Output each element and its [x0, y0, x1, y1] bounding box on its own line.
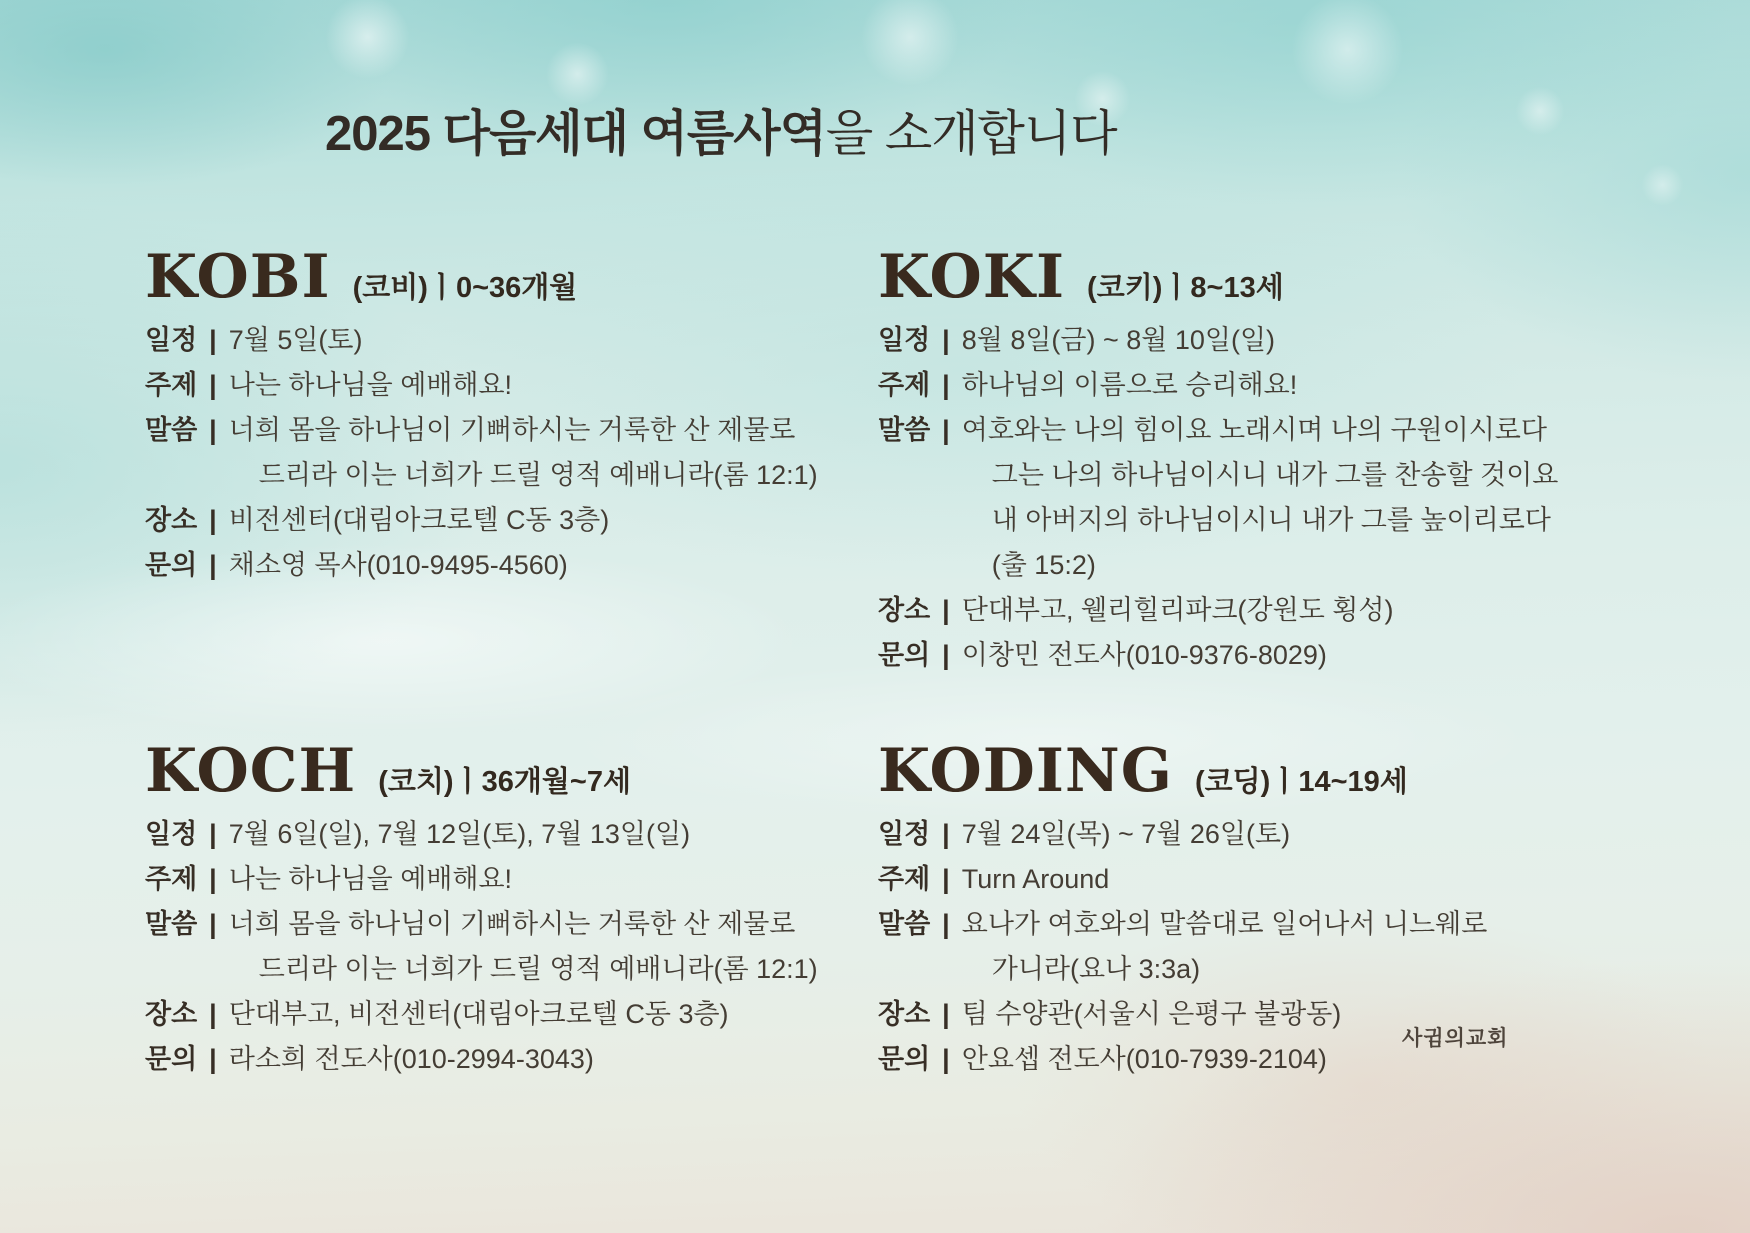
program-subtitle: (코키)ㅣ8~13세	[1087, 272, 1284, 304]
row-value-line: 단대부고, 비전센터(대림아크로텔 C동 3층)	[228, 999, 729, 1029]
row-value	[962, 363, 1598, 408]
program-details	[878, 318, 1598, 678]
row-value	[229, 543, 865, 588]
info-row	[145, 857, 865, 902]
poster-title	[325, 95, 1117, 165]
row-value-line: 7월 6일(일), 7월 12일(토), 7월 13일(일)	[228, 819, 691, 849]
row-label: 장소	[878, 595, 931, 625]
row-value-line: 나는 하나님을 예배해요!	[228, 370, 513, 400]
info-row	[145, 902, 865, 992]
row-label: 주제	[878, 370, 931, 400]
info-row	[878, 902, 1598, 992]
row-value	[229, 902, 865, 992]
row-value	[229, 363, 865, 408]
info-row	[145, 363, 865, 408]
row-label: 말씀	[145, 415, 198, 445]
row-value-line: 드리라 이는 너희가 드릴 영적 예배니라(롬 12:1)	[258, 460, 818, 490]
row-value	[962, 588, 1598, 633]
info-row	[145, 543, 865, 588]
program-details	[145, 812, 865, 1082]
title-main: 2025 다음세대 여름사역	[325, 107, 826, 161]
row-separator: |	[942, 595, 950, 625]
row-value	[962, 902, 1598, 992]
row-label: 주제	[145, 864, 198, 894]
row-value-line: 채소영 목사(010-9495-4560)	[228, 550, 568, 580]
row-label: 일정	[145, 819, 198, 849]
row-separator: |	[942, 325, 950, 355]
row-label: 말씀	[878, 909, 931, 939]
row-separator: |	[209, 505, 217, 535]
row-value-line: 이창민 전도사(010-9376-8029)	[961, 640, 1327, 670]
row-value-line: 7월 5일(토)	[228, 325, 363, 355]
row-separator: |	[209, 999, 217, 1029]
program-heading	[145, 736, 865, 806]
program-heading	[145, 242, 865, 312]
row-label: 일정	[878, 819, 931, 849]
row-value	[229, 857, 865, 902]
row-separator: |	[209, 909, 217, 939]
row-separator: |	[209, 325, 217, 355]
row-separator: |	[942, 415, 950, 445]
row-label: 일정	[878, 325, 931, 355]
row-value	[962, 857, 1598, 902]
row-label: 주제	[878, 864, 931, 894]
row-value	[229, 992, 865, 1037]
info-row	[145, 408, 865, 498]
row-label: 일정	[145, 325, 198, 355]
row-value-line: 라소희 전도사(010-2994-3043)	[228, 1044, 594, 1074]
info-row	[145, 498, 865, 543]
program-subtitle: (코딩)ㅣ14~19세	[1194, 766, 1408, 798]
row-value	[229, 408, 865, 498]
row-value-line: 단대부고, 웰리힐리파크(강원도 횡성)	[961, 595, 1394, 625]
program-heading	[878, 736, 1598, 806]
row-value-line: 8월 8일(금) ~ 8월 10일(일)	[961, 325, 1276, 355]
row-value-line: 여호와는 나의 힘이요 노래시며 나의 구원이시로다	[961, 415, 1547, 445]
row-value-line: 드리라 이는 너희가 드릴 영적 예배니라(롬 12:1)	[258, 954, 818, 984]
row-value-line: 너희 몸을 하나님이 기뻐하시는 거룩한 산 제물로	[228, 909, 796, 939]
info-row	[878, 588, 1598, 633]
row-separator: |	[209, 550, 217, 580]
info-row	[878, 318, 1598, 363]
row-value-line: 비전센터(대림아크로텔 C동 3층)	[228, 505, 610, 535]
row-value	[962, 633, 1598, 678]
program-card-koch	[145, 736, 865, 1082]
program-subtitle: (코비)ㅣ0~36개월	[352, 272, 578, 304]
row-label: 장소	[878, 999, 931, 1029]
row-separator: |	[942, 909, 950, 939]
row-value-line: 나는 하나님을 예배해요!	[228, 864, 513, 894]
row-value	[229, 498, 865, 543]
info-row	[878, 633, 1598, 678]
info-row	[878, 363, 1598, 408]
row-separator: |	[942, 819, 950, 849]
row-value-line: 가니라(요나 3:3a)	[991, 954, 1201, 984]
row-value	[962, 812, 1598, 857]
row-label: 장소	[145, 999, 198, 1029]
row-value	[229, 318, 865, 363]
program-name: KOCH	[145, 736, 357, 806]
row-label: 말씀	[878, 415, 931, 445]
program-heading	[878, 242, 1598, 312]
row-value-line: 그는 나의 하나님이시니 내가 그를 찬송할 것이요	[991, 460, 1559, 490]
row-separator: |	[942, 999, 950, 1029]
row-value-line: 너희 몸을 하나님이 기뻐하시는 거룩한 산 제물로	[228, 415, 796, 445]
row-value-line: 안요셉 전도사(010-7939-2104)	[961, 1044, 1327, 1074]
info-row	[878, 812, 1598, 857]
church-logo: 사귐의교회	[1402, 1027, 1509, 1050]
row-separator: |	[942, 640, 950, 670]
info-row	[145, 992, 865, 1037]
row-separator: |	[942, 864, 950, 894]
row-separator: |	[209, 370, 217, 400]
row-label: 문의	[878, 640, 931, 670]
info-row	[878, 408, 1598, 588]
row-value-line: 하나님의 이름으로 승리해요!	[961, 370, 1298, 400]
row-value	[229, 812, 865, 857]
title-suffix: 을 소개합니다	[825, 107, 1117, 161]
program-card-koki	[878, 242, 1598, 678]
row-label: 말씀	[145, 909, 198, 939]
row-label: 문의	[145, 550, 198, 580]
row-separator: |	[209, 1044, 217, 1074]
row-label: 문의	[145, 1044, 198, 1074]
row-label: 주제	[145, 370, 198, 400]
row-separator: |	[209, 415, 217, 445]
row-value	[962, 318, 1598, 363]
row-label: 장소	[145, 505, 198, 535]
row-separator: |	[942, 1044, 950, 1074]
row-value-line: Turn Around	[961, 864, 1110, 894]
row-value-line: 내 아버지의 하나님이시니 내가 그를 높이리로다	[991, 505, 1551, 535]
row-separator: |	[209, 864, 217, 894]
info-row	[145, 1037, 865, 1082]
row-label: 문의	[878, 1044, 931, 1074]
row-value-line: 요나가 여호와의 말씀대로 일어나서 니느웨로	[961, 909, 1488, 939]
row-value-line: 7월 24일(목) ~ 7월 26일(토)	[961, 819, 1291, 849]
info-row	[145, 318, 865, 363]
row-separator: |	[942, 370, 950, 400]
program-name: KOKI	[878, 242, 1066, 312]
row-value	[962, 408, 1598, 588]
info-row	[145, 812, 865, 857]
program-card-kobi	[145, 242, 865, 588]
row-value	[229, 1037, 865, 1082]
program-name: KODING	[878, 736, 1173, 806]
program-details	[145, 318, 865, 588]
row-separator: |	[209, 819, 217, 849]
row-value-line: (출 15:2)	[991, 550, 1096, 580]
program-name: KOBI	[145, 242, 331, 312]
info-row	[878, 857, 1598, 902]
program-subtitle: (코치)ㅣ36개월~7세	[378, 766, 631, 798]
row-value-line: 팀 수양관(서울시 은평구 불광동)	[961, 999, 1342, 1029]
